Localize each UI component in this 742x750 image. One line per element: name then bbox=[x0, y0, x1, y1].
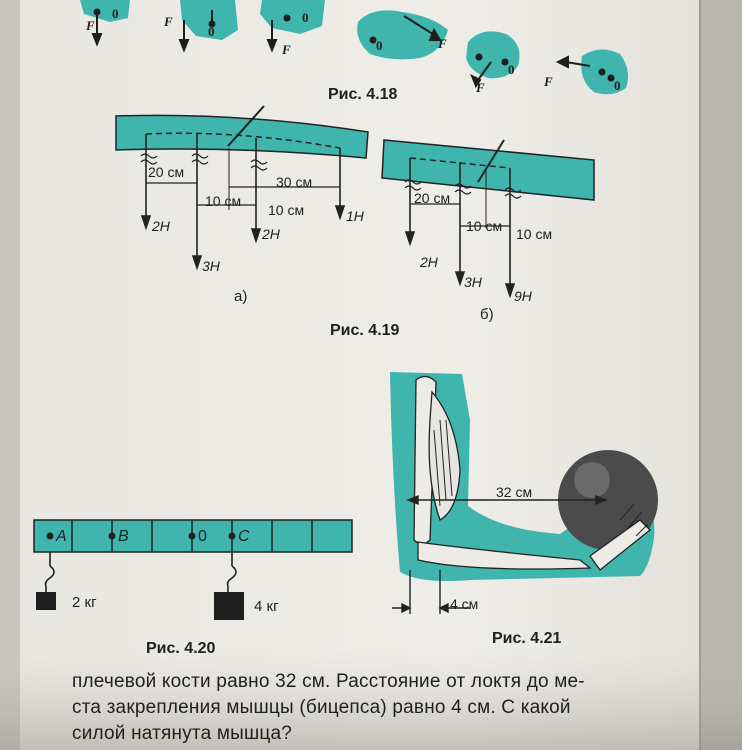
text-line-3: силой натянута мышца? bbox=[72, 723, 293, 744]
point-0-label: 0 bbox=[198, 528, 207, 545]
weight-4kg-label: 4 кг bbox=[254, 598, 279, 615]
muscle-distance-label: 4 см bbox=[450, 596, 479, 612]
fig-b-dist-20: 20 см bbox=[414, 190, 451, 206]
fig-a-force-3: 2Н bbox=[262, 226, 280, 242]
fig-4-19-caption: Рис. 4.19 bbox=[330, 322, 400, 339]
fig-a-dist-10-right: 10 см bbox=[268, 202, 305, 218]
fig-a-dist-20: 20 см bbox=[148, 164, 185, 180]
fig-4-20-caption: Рис. 4.20 bbox=[146, 640, 216, 657]
fig-b-label: б) bbox=[480, 306, 494, 323]
point-b-label: B bbox=[118, 528, 129, 545]
text-line-2: ста закрепления мышцы (бицепса) равно 4 см. С какой bbox=[72, 697, 571, 718]
fig-4-18-caption: Рис. 4.18 bbox=[328, 86, 398, 103]
fig-b-dist-10-left: 10 см bbox=[466, 218, 503, 234]
point-a-label: A bbox=[56, 528, 67, 545]
weight-2kg-label: 2 кг bbox=[72, 594, 97, 611]
pivot-label-3: 0 bbox=[302, 10, 309, 25]
pivot-label-2: 0 bbox=[208, 24, 215, 39]
force-label-3: F bbox=[282, 42, 291, 57]
text-line-1: плечевой кости равно 32 см. Расстояние от локтя до ме- bbox=[72, 671, 585, 692]
fig-a-dist-10-left: 10 см bbox=[205, 193, 242, 209]
fig-b-force-2: 3Н bbox=[464, 274, 482, 290]
pivot-label-5: 0 bbox=[508, 62, 515, 77]
fig-b-force-1: 2Н bbox=[420, 254, 438, 270]
force-label-4: F bbox=[438, 36, 447, 51]
fig-a-force-2: 3Н bbox=[202, 258, 220, 274]
fig-4-21-caption: Рис. 4.21 bbox=[492, 630, 562, 647]
arm-length-label: 32 см bbox=[496, 484, 533, 500]
fig-a-force-4: 1Н bbox=[346, 208, 364, 224]
fig-b-dist-10-right: 10 см bbox=[516, 226, 553, 242]
force-label-2: F bbox=[164, 14, 173, 29]
pivot-label-1: 0 bbox=[112, 6, 119, 21]
fig-a-dist-30: 30 см bbox=[276, 174, 313, 190]
fig-a-force-1: 2Н bbox=[152, 218, 170, 234]
pivot-label-4: 0 bbox=[376, 38, 383, 53]
fig-a-label: а) bbox=[234, 288, 248, 305]
point-c-label: C bbox=[238, 528, 250, 545]
force-label-1: F bbox=[86, 18, 95, 33]
pivot-label-6: 0 bbox=[614, 78, 621, 93]
fig-b-force-3: 9Н bbox=[514, 288, 532, 304]
force-label-5: F bbox=[476, 80, 485, 95]
force-label-6: F bbox=[544, 74, 553, 89]
